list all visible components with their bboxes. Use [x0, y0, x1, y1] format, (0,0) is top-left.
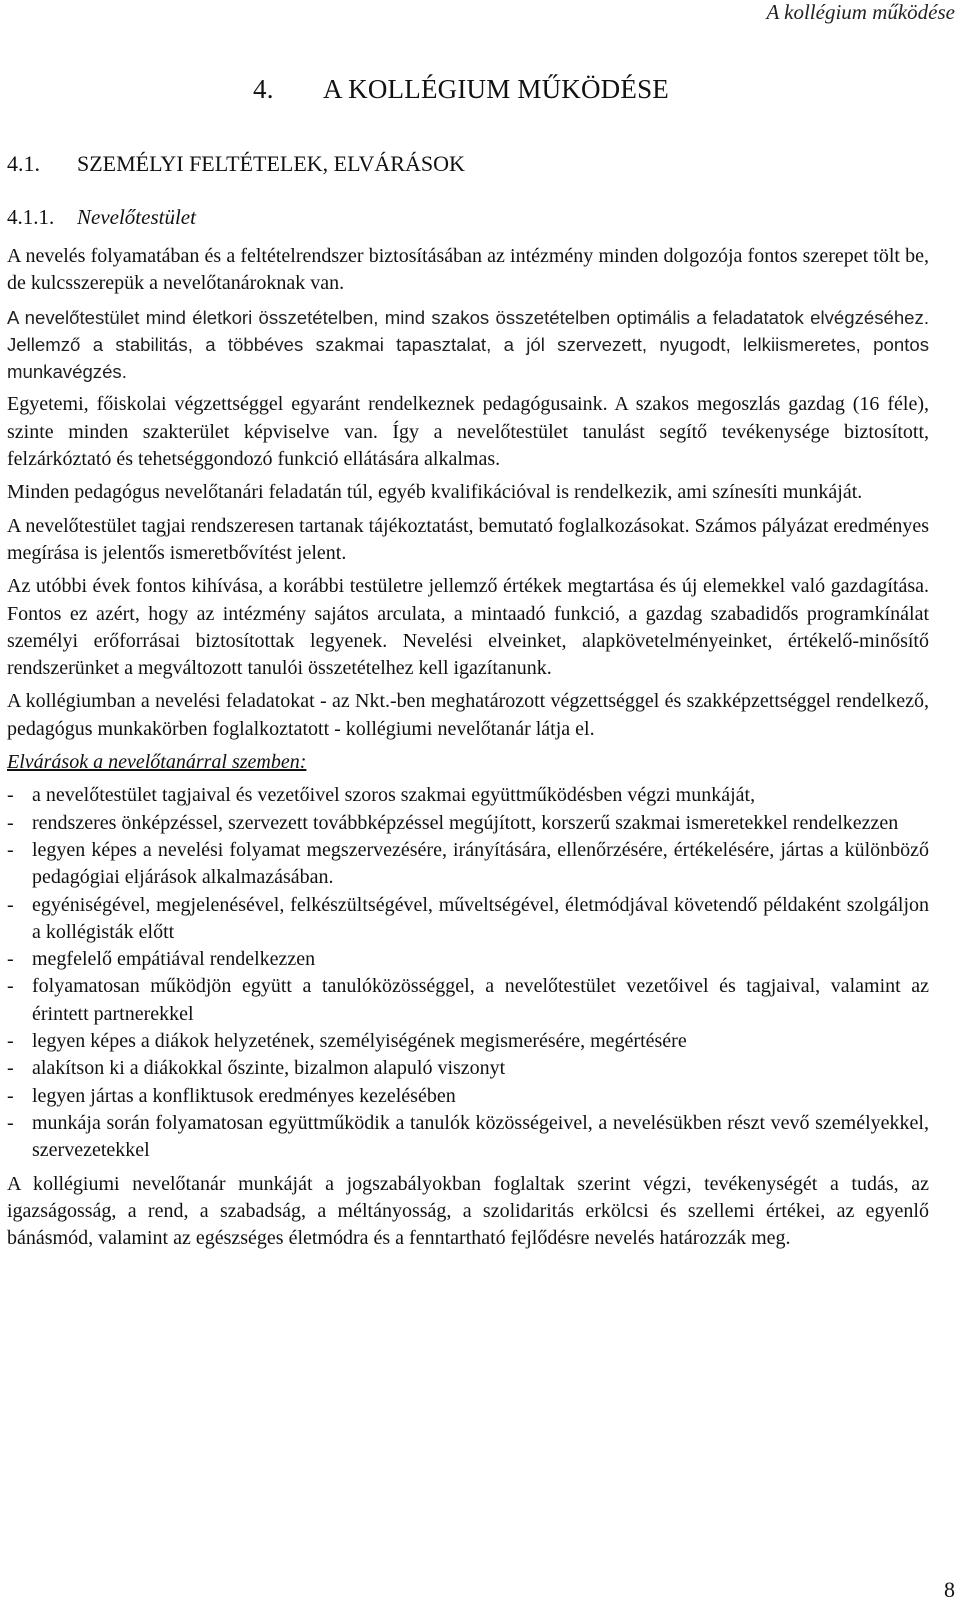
subsection-title-text: Nevelőtestület: [77, 205, 196, 229]
list-item: [7, 837, 929, 892]
dash-marker: -: [7, 1057, 14, 1080]
subsection-number: 4.1.1.: [7, 205, 55, 229]
list-item: [7, 1110, 929, 1165]
list-item-text: alakítson ki a diákokkal őszinte, bizalmon alapuló viszonyt: [32, 1057, 506, 1080]
list-item: [7, 782, 929, 809]
expectations-list: [7, 782, 929, 1164]
dash-marker: -: [7, 1030, 14, 1053]
paragraph: A nevelőtestület mind életkori összetételben, mind szakos összetételben optimális a feladatatok elvégzéséhez. Jellemző a stabilitás, a többéves szakmai tapasztalat, a jól szervezett, nyugodt, lelkiismeretes, pontos munkavégzés.: [7, 306, 929, 383]
list-item-text: rendszeres önképzéssel, szervezett továbbképzéssel megújított, korszerű szakmai ismeretekkel rendelkezzen: [32, 811, 899, 834]
list-item: [7, 1028, 929, 1055]
paragraph: Egyetemi, főiskolai végzettséggel egyaránt rendelkeznek pedagógusaink. A szakos megoszlás gazdag (16 féle), szinte minden szakterület képviselve van. Így a nevelőtestület tanulást segítő tevékenysége biztosított, felzárkóztató és tehetséggondozó funkció ellátására alkalmas.: [7, 393, 929, 471]
list-item: [7, 810, 929, 837]
dash-marker: -: [7, 893, 14, 916]
body-text: [7, 243, 929, 1258]
chapter-title-text: A KOLLÉGIUM MŰKÖDÉSE: [323, 74, 669, 104]
list-item-text: legyen képes a diákok helyzetének, személyiségének megismerésére, megértésére: [32, 1030, 687, 1053]
list-item-text: egyéniségével, megjelenésével, felkészültségével, műveltségével, életmódjával követendő példaként szolgáljon a kollégisták előtt: [32, 893, 929, 943]
list-item-text: munkája során folyamatosan együttműködik a tanulók közösségeivel, a nevelésükben részt vevő személyekkel, szervezetekkel: [32, 1111, 929, 1162]
list-item: [7, 946, 929, 973]
list-item: [7, 1083, 929, 1110]
chapter-title: [253, 74, 669, 105]
dash-marker: -: [7, 1084, 14, 1107]
list-item: [7, 973, 929, 1028]
section-title: [7, 151, 465, 177]
dash-marker: -: [7, 948, 14, 971]
dash-marker: -: [7, 975, 14, 998]
page-number: 8: [944, 1577, 955, 1602]
paragraph: A kollégiumban a nevelési feladatokat - az Nkt.-ben meghatározott végzettséggel és szakképzettséggel rendelkező, pedagógus munkakörben foglalkoztatott - kollégiumi nevelőtanár látja el.: [7, 690, 929, 740]
list-item: [7, 892, 929, 947]
dash-marker: -: [7, 784, 14, 807]
section-title-text: SZEMÉLYI FELTÉTELEK, ELVÁRÁSOK: [77, 151, 465, 176]
closing-paragraph: A kollégiumi nevelőtanár munkáját a jogszabályokban foglaltak szerint végzi, tevékenységét a tudás, az igazságosság, a rend, a szabadság, a méltányosság, a szolidaritás erkölcsi és szellemi értékei, az egyenlő bánásmód, valamint az egészséges életmódra és a fenntartható fejlődésre nevelés határozzák meg.: [7, 1172, 929, 1250]
dash-marker: -: [7, 838, 14, 861]
list-item-text: folyamatosan működjön együtt a tanulóközösséggel, a nevelőtestület vezetőivel és tagjaival, valamint az érintett partnerekkel: [32, 975, 929, 1025]
dash-marker: -: [7, 1111, 14, 1134]
dash-marker: -: [7, 811, 14, 834]
paragraph: Az utóbbi évek fontos kihívása, a korábbi testületre jellemző értékek megtartása és új elemekkel való gazdagítása. Fontos ez azért, hogy az intézmény sajátos arculata, a mintaadó funkció, a gazdag szabadidős programkínálat személyi erőforrásai biztosítottak legyenek. Nevelési elveinket, alapkövetelményeinket, értékelő-minősítő rendszerünket a megváltozott tanulói összetételhez kell igazítanunk.: [7, 575, 929, 680]
subsection-title: [7, 205, 196, 230]
list-item: [7, 1055, 929, 1082]
paragraph: Minden pedagógus nevelőtanári feladatán túl, egyéb kvalifikációval is rendelkezik, ami színesíti munkáját.: [7, 481, 863, 504]
paragraph: A nevelőtestület tagjai rendszeresen tartanak tájékoztatást, bemutató foglalkozásokat. Számos pályázat eredményes megírása is jelentős ismeretbővítést jelent.: [7, 514, 929, 564]
chapter-number: 4.: [253, 74, 274, 104]
section-number: 4.1.: [7, 151, 40, 176]
list-item-text: a nevelőtestület tagjaival és vezetőivel szoros szakmai együttműködésben végzi munkáját,: [32, 784, 756, 807]
expectations-heading: Elvárások a nevelőtanárral szemben:: [7, 751, 307, 774]
paragraph: A nevelés folyamatában és a feltételrendszer biztosításában az intézmény minden dolgozója fontos szerepet tölt be, de kulcsszerepük a nevelőtanároknak van.: [7, 245, 929, 295]
list-item-text: megfelelő empátiával rendelkezzen: [32, 948, 316, 971]
list-item-text: legyen jártas a konfliktusok eredményes kezelésében: [32, 1084, 456, 1107]
list-item-text: legyen képes a nevelési folyamat megszervezésére, irányítására, ellenőrzésére, értékelésére, jártas a különböző pedagógiai eljárások alkalmazásában.: [32, 838, 929, 889]
running-header: A kollégium működése: [766, 0, 955, 24]
